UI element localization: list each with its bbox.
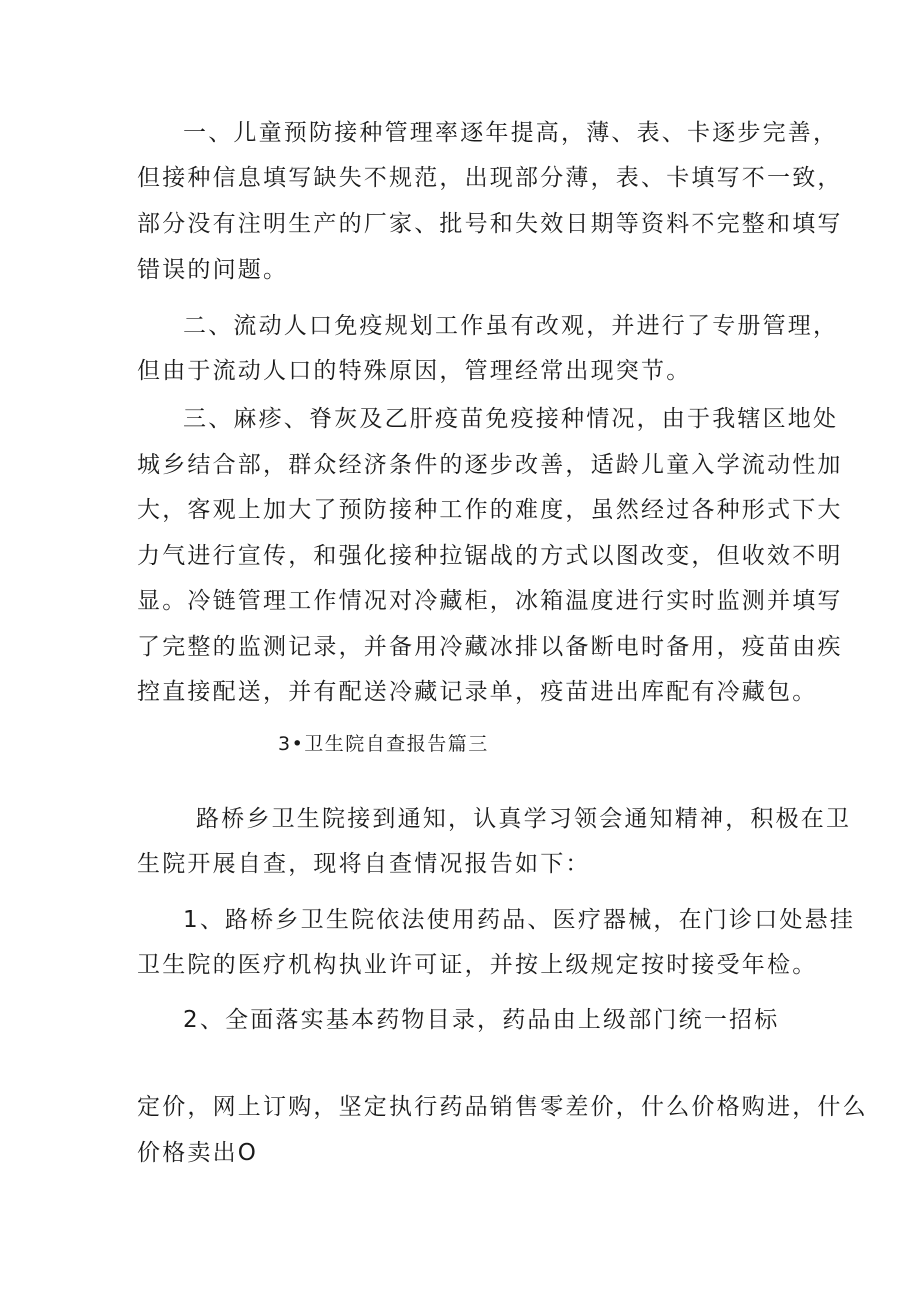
paragraph-line: 了完整的监测记录，并备用冷藏冰排以备断电时备用，疫苗由疾 <box>137 634 843 660</box>
paragraph-line: 路桥乡卫生院接到通知，认真学习领会通知精神，积极在卫 <box>196 806 852 832</box>
paragraph-line: 1、路桥乡卫生院依法使用药品、医疗器械，在门诊口处悬挂 <box>183 907 856 933</box>
paragraph-line: 三、麻疹、脊灰及乙肝疫苗免疫接种情况，由于我辖区地处 <box>183 406 839 432</box>
paragraph-line: 二、流动人口免疫规划工作虽有改观，并进行了专册管理， <box>183 313 839 339</box>
paragraph-line: 但接种信息填写缺失不规范，出现部分薄，表、卡填写不一致， <box>137 165 843 191</box>
paragraph-line: 但由于流动人口的特殊原因，管理经常出现突节。 <box>137 358 692 384</box>
paragraph-line: 控直接配送，并有配送冷藏记录单，疫苗进出库配有冷藏包。 <box>137 679 818 705</box>
paragraph-line: 2、全面落实基本药物目录，药品由上级部门统一招标 <box>183 1007 780 1033</box>
paragraph-line: 错误的问题。 <box>137 257 289 283</box>
paragraph-line: 一、儿童预防接种管理率逐年提高，薄、表、卡逐步完善， <box>183 120 839 146</box>
paragraph-line: 力气进行宣传，和强化接种拉锯战的方式以图改变，但收效不明 <box>137 543 843 569</box>
paragraph-line: 价格卖出O <box>137 1140 259 1166</box>
paragraph-line: 大，客观上加大了预防接种工作的难度，虽然经过各种形式下大 <box>137 497 843 523</box>
paragraph-line: 显。冷链管理工作情况对冷藏柜，冰箱温度进行实时监测并填写 <box>137 588 843 614</box>
section-heading: 3•卫生院自查报告篇三 <box>278 733 489 755</box>
paragraph-line: 定价，网上订购，坚定执行药品销售零差价，什么价格购进，什么 <box>137 1094 868 1120</box>
paragraph-line: 卫生院的医疗机构执业许可证，并按上级规定按时接受年检。 <box>137 952 818 978</box>
paragraph-line: 生院开展自查，现将自查情况报告如下： <box>137 851 591 877</box>
paragraph-line: 城乡结合部，群众经济条件的逐步改善，适龄儿童入学流动性加 <box>137 452 843 478</box>
paragraph-line: 部分没有注明生产的厂家、批号和失效日期等资料不完整和填写 <box>137 211 843 237</box>
